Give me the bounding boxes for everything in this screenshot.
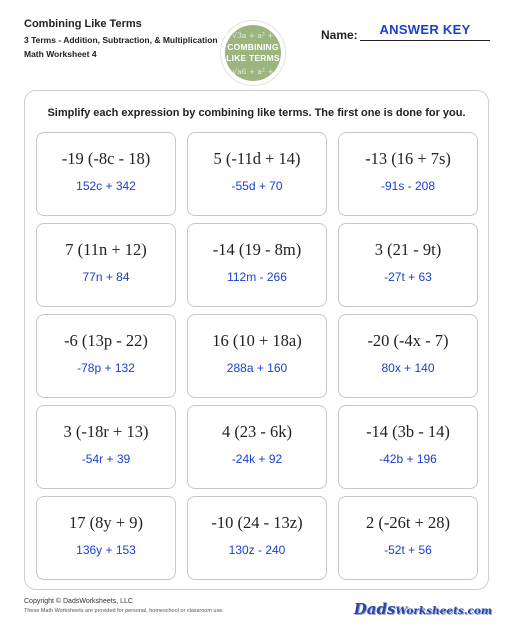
- brand-sub: Worksheets.com: [395, 605, 492, 617]
- problem-grid: [36, 132, 479, 578]
- problem-card: [36, 496, 176, 580]
- problem-answer: -42b + 196: [379, 452, 437, 466]
- problem-card: [187, 405, 327, 489]
- title-block: [24, 18, 218, 59]
- combining-like-terms-logo: [220, 20, 286, 86]
- worksheet-footer: [24, 598, 494, 634]
- name-underline: [360, 40, 490, 41]
- problem-expression: 3 (21 - 9t): [374, 240, 442, 259]
- problem-expression: 4 (23 - 6k): [221, 422, 293, 441]
- problem-card: [36, 314, 176, 398]
- dadsworksheets-logo: [354, 600, 492, 618]
- problem-card: [338, 223, 478, 307]
- problem-answer: 136y + 153: [76, 543, 136, 557]
- problem-expression: -14 (3b - 14): [366, 422, 450, 441]
- logo-math-bottom: √a6 + a² +: [232, 67, 274, 76]
- problem-card: [187, 314, 327, 398]
- copyright-text: Copyright © DadsWorksheets, LLC: [24, 598, 133, 605]
- worksheet-number: Math Worksheet 4: [24, 49, 97, 59]
- problem-expression: -19 (-8c - 18): [61, 149, 151, 168]
- problem-expression: -10 (24 - 13z): [211, 513, 303, 532]
- problem-expression: -14 (19 - 8m): [212, 240, 302, 259]
- worksheet-title: Combining Like Terms: [24, 18, 142, 30]
- problem-expression: -13 (16 + 7s): [365, 149, 451, 168]
- problem-card: [36, 132, 176, 216]
- problem-card: [187, 132, 327, 216]
- problem-expression: -6 (13p - 22): [64, 331, 148, 350]
- problem-sheet: [24, 90, 489, 590]
- problem-answer: 112m - 266: [227, 270, 287, 284]
- name-field-value: ANSWER KEY: [379, 22, 471, 37]
- logo-word-1: COMBINING: [227, 42, 279, 52]
- problem-card: [36, 223, 176, 307]
- instructions: Simplify each expression by combining like terms. The first one is done for you.: [47, 107, 466, 119]
- usage-note: These Math Worksheets are provided for personal, homeschool or classroom use.: [24, 608, 224, 614]
- problem-answer: -27t + 63: [384, 270, 432, 284]
- logo-word-2: LIKE TERMS: [226, 53, 280, 63]
- problem-card: [338, 132, 478, 216]
- problem-card: [36, 405, 176, 489]
- problem-card: [338, 314, 478, 398]
- problem-card: [338, 496, 478, 580]
- problem-card: [187, 223, 327, 307]
- problem-expression: 2 (-26t + 28): [366, 513, 450, 532]
- problem-answer: 77n + 84: [82, 270, 130, 284]
- problem-answer: -91s - 208: [380, 179, 436, 193]
- problem-answer: -78p + 132: [77, 361, 135, 375]
- problem-expression: 17 (8y + 9): [69, 513, 143, 532]
- problem-answer: -24k + 92: [231, 452, 283, 466]
- problem-answer: 288a + 160: [226, 361, 288, 375]
- logo-badge: [225, 25, 281, 81]
- worksheet-header: [24, 14, 494, 76]
- problem-answer: 152c + 342: [76, 179, 136, 193]
- problem-expression: 3 (-18r + 13): [63, 422, 149, 441]
- problem-answer: 80x + 140: [381, 361, 435, 375]
- problem-card: [187, 496, 327, 580]
- problem-expression: 5 (-11d + 14): [213, 149, 301, 168]
- problem-answer: -52t + 56: [384, 543, 432, 557]
- problem-expression: 16 (10 + 18a): [212, 331, 302, 350]
- worksheet-subtitle: 3 Terms - Addition, Subtraction, & Multiplication: [24, 35, 218, 45]
- problem-card: [338, 405, 478, 489]
- name-label: Name:: [321, 28, 358, 42]
- problem-answer: -55d + 70: [231, 179, 283, 193]
- problem-answer: -54r + 39: [81, 452, 131, 466]
- problem-expression: -20 (-4x - 7): [367, 331, 449, 350]
- logo-math-top: √3a + a² +: [232, 31, 274, 40]
- problem-expression: 7 (11n + 12): [65, 240, 147, 259]
- brand-main: Dads: [353, 600, 396, 618]
- problem-answer: 130z - 240: [228, 543, 286, 557]
